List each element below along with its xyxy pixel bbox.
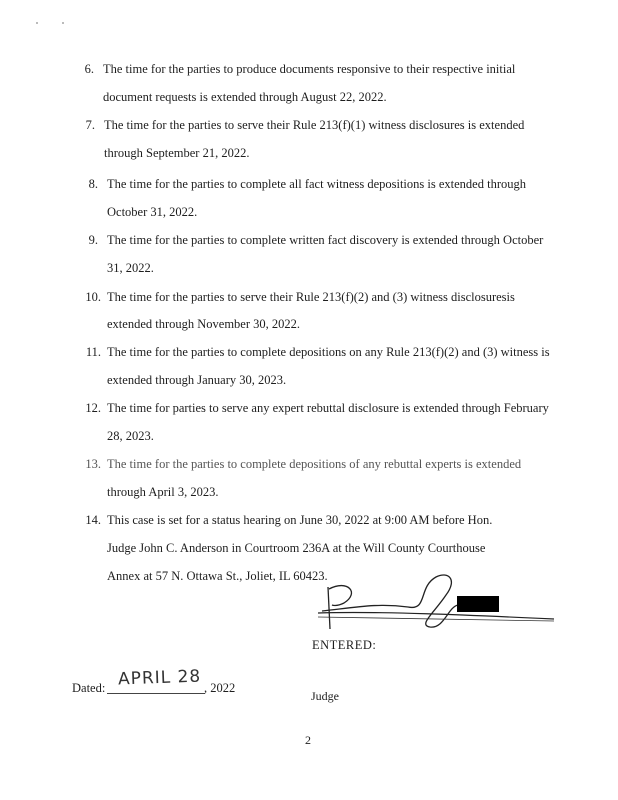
item-number: 14. <box>85 513 101 527</box>
scan-speck <box>62 22 64 24</box>
item-text: The time for the parties to complete depositions of any rebuttal experts is extended <box>107 457 522 471</box>
item-text: The time for the parties to complete written fact discovery is extended through October <box>107 233 544 247</box>
redaction-box <box>457 596 499 612</box>
item-text-continued: through September 21, 2022. <box>104 146 250 160</box>
item-text-continued: Annex at 57 N. Ottawa St., Joliet, IL 60423. <box>107 569 328 583</box>
entered-label: ENTERED: <box>312 638 377 652</box>
dated-year: , 2022 <box>204 681 236 695</box>
item-text-continued: Judge John C. Anderson in Courtroom 236A at the Will County Courthouse <box>107 541 486 555</box>
item-number: 8. <box>88 177 98 191</box>
handwritten-date: APRIL 28 <box>117 666 202 690</box>
item-text: The time for the parties to complete depositions on any Rule 213(f)(2) and (3) witness is <box>107 345 550 359</box>
item-text-continued: through April 3, 2023. <box>107 485 219 499</box>
item-text: The time for the parties to complete all fact witness depositions is extended through <box>107 177 526 191</box>
item-text: This case is set for a status hearing on June 30, 2022 at 9:00 AM before Hon. <box>107 513 493 527</box>
item-text-continued: 28, 2023. <box>107 429 154 443</box>
item-number: 7. <box>85 118 95 132</box>
judge-label: Judge <box>311 689 339 703</box>
dated-underline <box>107 693 205 694</box>
item-text-continued: extended through November 30, 2022. <box>107 317 301 331</box>
item-text: The time for parties to serve any expert rebuttal disclosure is extended through February <box>107 401 549 415</box>
item-number: 11. <box>85 345 101 359</box>
item-text-continued: document requests is extended through August 22, 2022. <box>103 90 387 104</box>
item-text: The time for the parties to produce documents responsive to their respective initial <box>103 62 516 76</box>
item-text-continued: October 31, 2022. <box>107 205 198 219</box>
scan-speck <box>36 22 38 24</box>
item-text-continued: extended through January 30, 2023. <box>107 373 287 387</box>
dated-label: Dated: <box>72 681 106 695</box>
page-number: 2 <box>305 733 311 747</box>
item-text-continued: 31, 2022. <box>107 261 154 275</box>
item-text: The time for the parties to serve their Rule 213(f)(2) and (3) witness disclosuresis <box>107 290 515 304</box>
item-text: The time for the parties to serve their Rule 213(f)(1) witness disclosures is extended <box>104 118 525 132</box>
item-number: 9. <box>88 233 98 247</box>
item-number: 12. <box>85 401 101 415</box>
item-number: 13. <box>85 457 101 471</box>
item-number: 10. <box>85 290 101 304</box>
item-number: 6. <box>84 62 94 76</box>
judge-signature <box>318 567 558 637</box>
